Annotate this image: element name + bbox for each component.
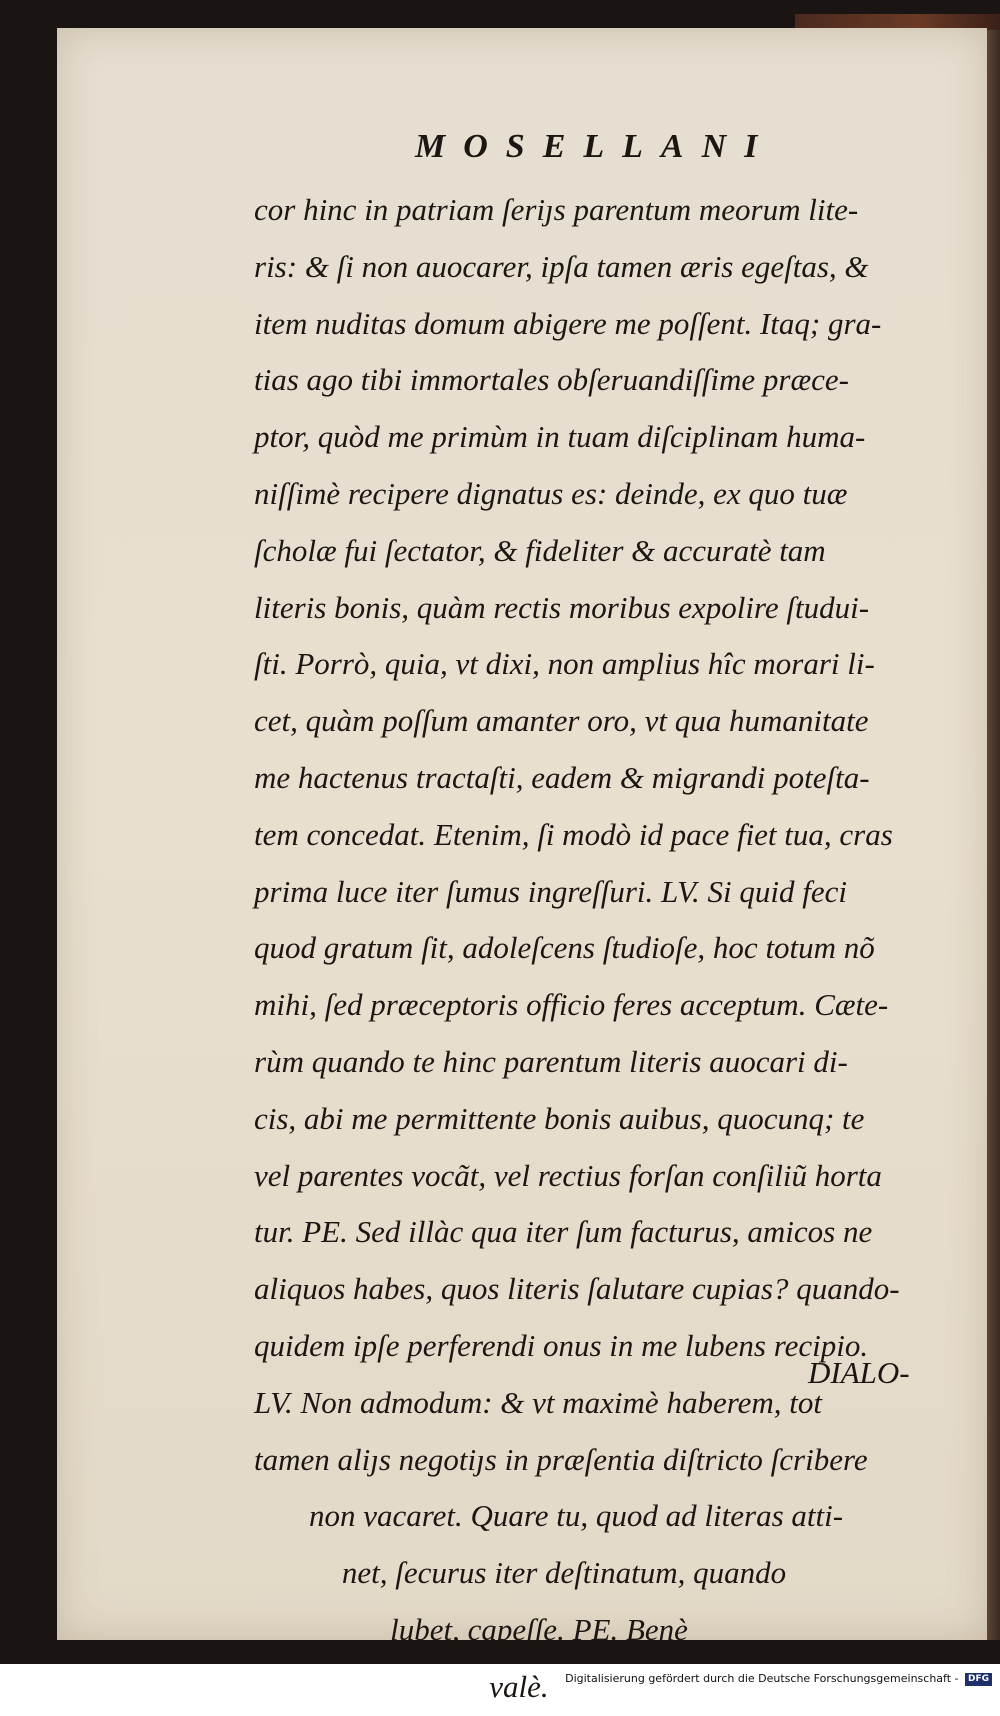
- text-line: tem concedat. Etenim, ſi modò id pace fiet tua, cras: [254, 816, 893, 852]
- text-line: ſti. Porrò, quia, vt dixi, non amplius hîc morari li-: [254, 646, 875, 682]
- text-line: tur. PE. Sed illàc qua iter ſum facturus, amicos ne: [254, 1214, 873, 1250]
- text-line: vel parentes vocãt, vel rectius forſan conſiliũ horta: [254, 1157, 882, 1193]
- text-line: tias ago tibi immortales obſeruandiſſime præce-: [254, 362, 849, 398]
- text-line: me hactenus tractaſti, eadem & migrandi poteſta-: [254, 759, 870, 795]
- text-line: LV. Non admodum: & vt maximè haberem, tot: [254, 1384, 822, 1420]
- running-head: MOSELLANI: [415, 128, 776, 165]
- text-line: tamen aliȷs negotiȷs in præſentia diſtricto ſcribere: [254, 1441, 868, 1477]
- text-line: mihi, ſed præceptoris officio feres acceptum. Cæte-: [254, 987, 889, 1023]
- body-text: [254, 182, 934, 1716]
- text-line: ris: & ſi non auocarer, ipſa tamen æris egeſtas, &: [254, 248, 869, 284]
- digitization-credit: [565, 1672, 992, 1686]
- text-line: ſcholæ fui ſectator, & fideliter & accuratè tam: [254, 532, 826, 568]
- text-line: cet, quàm poſſum amanter oro, vt qua humanitate: [254, 703, 869, 739]
- text-line: cis, abi me permittente bonis auibus, quocunq; te: [254, 1100, 865, 1136]
- text-line: quidem ipſe perferendi onus in me lubens recipio.: [254, 1327, 869, 1363]
- text-line: aliquos habes, quos literis ſalutare cupias? quando-: [254, 1271, 900, 1307]
- text-line: quod gratum ſit, adoleſcens ſtudioſe, hoc totum nõ: [254, 930, 875, 966]
- dfg-logo-icon: DFG: [965, 1673, 992, 1686]
- text-line-tapered: non vacaret. Quare tu, quod ad literas atti-: [308, 1498, 844, 1534]
- text-line-tapered: valè.: [489, 1668, 549, 1704]
- text-line-tapered: lubet, capeſſe. PE. Benè: [390, 1611, 688, 1647]
- text-line: cor hinc in patriam ſeriȷs parentum meorum lite-: [254, 192, 859, 227]
- text-line: rùm quando te hinc parentum literis auocari di-: [254, 1043, 848, 1079]
- credit-text: Digitalisierung gefördert durch die Deutsche Forschungsgemeinschaft -: [565, 1672, 959, 1685]
- catchword: DIALO-: [808, 1355, 910, 1390]
- text-line: ptor, quòd me primùm in tuam diſciplinam huma-: [254, 419, 866, 455]
- text-line-tapered: net, ſecurus iter deſtinatum, quando: [341, 1555, 787, 1591]
- text-line: literis bonis, quàm rectis moribus expolire ſtudui-: [254, 589, 870, 625]
- text-line: niſſimè recipere dignatus es: deinde, ex quo tuæ: [254, 475, 848, 511]
- text-line: prima luce iter ſumus ingreſſuri. LV. Si quid feci: [254, 873, 847, 909]
- text-line: item nuditas domum abigere me poſſent. Itaq; gra-: [254, 305, 882, 341]
